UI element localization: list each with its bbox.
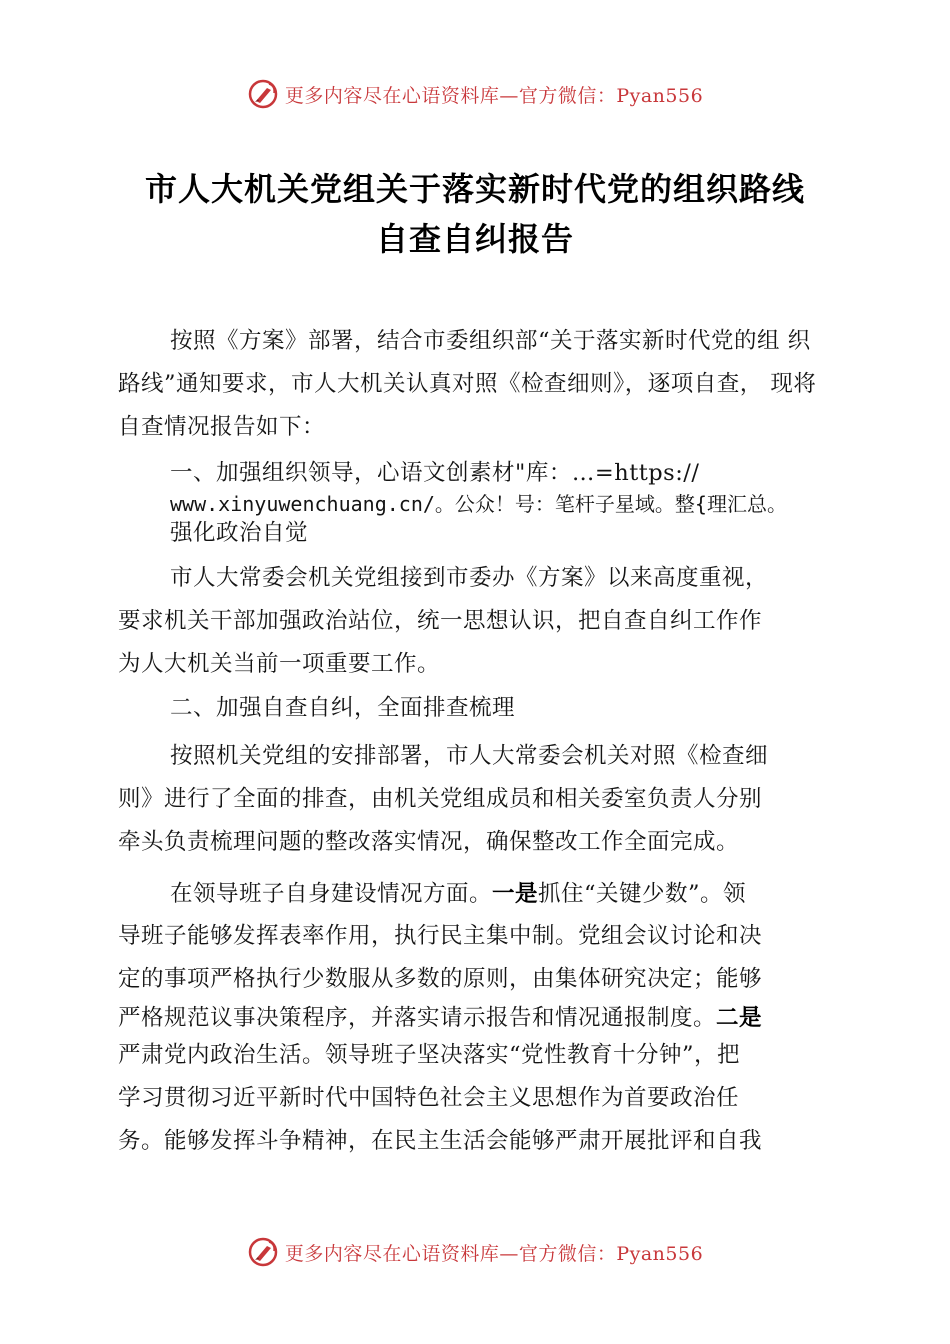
- body-line-with-emphasis: [118, 1000, 762, 1032]
- footer-banner: [0, 1232, 950, 1272]
- body-line: 严肃党内政治生活。领导班子坚决落实“党性教育十分钟”，把: [118, 1042, 741, 1068]
- header-banner-text: 更多内容尽在心语资料库—官方微信：Pyan556: [284, 84, 704, 107]
- body-text: 抓住“关键少数”。领: [538, 881, 747, 907]
- body-text: 在领导班子自身建设情况方面。: [170, 881, 493, 907]
- watermark-url-line: www.xinyuwenchuang.cn/。公众！号：笔杆子星域。整{理汇总。: [170, 492, 787, 516]
- pen-nib-logo-icon: [247, 1236, 279, 1268]
- body-text: 严格规范议事决策程序，并落实请示报告和情况通报制度。: [118, 1005, 717, 1031]
- emphasis-first: 一是: [492, 881, 539, 907]
- body-line: 导班子能够发挥表率作用，执行民主集中制。党组会议讨论和决: [118, 923, 763, 949]
- document-title-line-1: 市人大机关党组关于落实新时代党的组织路线: [144, 170, 805, 208]
- body-line: 要求机关干部加强政治站位，统一思想认识，把自查自纠工作作: [118, 608, 763, 634]
- body-line: 路线”通知要求，市人大机关认真对照《检查细则》，逐项自查， 现将: [118, 371, 817, 397]
- body-line: 务。能够发挥斗争精神，在民主生活会能够严肃开展批评和自我: [118, 1128, 763, 1154]
- body-line: 市人大常委会机关党组接到市委办《方案》以来高度重视，: [170, 565, 769, 591]
- body-line: 牵头负责梳理问题的整改落实情况，确保整改工作全面完成。: [118, 829, 740, 855]
- body-line-with-emphasis: [170, 876, 746, 908]
- section-heading-2: 二、加强自查自纠，全面排查梳理: [170, 695, 516, 721]
- emphasis-second: 二是: [716, 1005, 763, 1031]
- body-line: 学习贯彻习近平新时代中国特色社会主义思想作为首要政治任: [118, 1085, 740, 1111]
- header-banner: [0, 74, 950, 114]
- body-line: 按照《方案》部署，结合市委组织部“关于落实新时代党的组 织: [170, 328, 811, 354]
- body-line: 自查情况报告如下：: [118, 414, 326, 440]
- body-line: 为人大机关当前一项重要工作。: [118, 651, 441, 677]
- section-heading-1-line: [170, 455, 699, 487]
- body-line: 则》进行了全面的排查，由机关党组成员和相关委室负责人分别: [118, 786, 763, 812]
- body-line: 定的事项严格执行少数服从多数的原则，由集体研究决定；能够: [118, 966, 763, 992]
- body-text: 一、加强组织领导，心语文创素材"库：…=https://: [170, 460, 700, 486]
- document-title-line-2: 自查自纠报告: [375, 220, 574, 258]
- section-heading-1-tail: 强化政治自觉: [170, 520, 309, 546]
- pen-nib-logo-icon: [247, 78, 279, 110]
- footer-banner-text: 更多内容尽在心语资料库—官方微信：Pyan556: [284, 1242, 704, 1265]
- body-line: 按照机关党组的安排部署，市人大常委会机关对照《检查细: [170, 743, 769, 769]
